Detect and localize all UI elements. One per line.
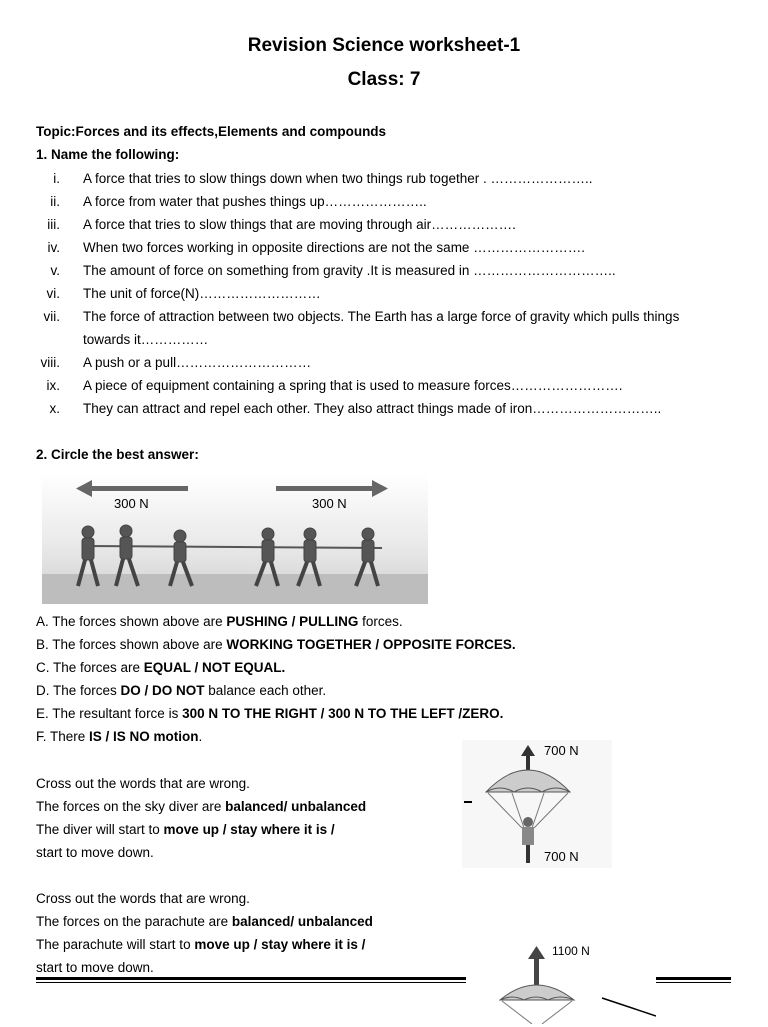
question-1-heading: 1. Name the following: (36, 147, 180, 162)
statement-c: C. The forces are EQUAL / NOT EQUAL. (36, 660, 286, 675)
list-item-continuation: towards it…………… (83, 332, 209, 347)
list-item: A piece of equipment containing a spring that is used to measure forces……………………. (83, 378, 623, 393)
statement-e: E. The resultant force is 300 N TO THE RIGHT / 300 N TO THE LEFT /ZERO. (36, 706, 504, 721)
item-number: i. (53, 171, 60, 186)
list-item: The amount of force on something from gravity .It is measured in ………………………….. (83, 263, 616, 278)
skydiver-image (462, 740, 612, 868)
list-item: The force of attraction between two objects. The Earth has a large force of gravity which pulls things (83, 309, 680, 324)
item-number: iii. (47, 217, 60, 232)
topic-line: Topic:Forces and its effects,Elements and compounds (36, 124, 387, 139)
question-2-heading: 2. Circle the best answer: (36, 447, 199, 462)
force-label-left: 300 N (114, 496, 149, 511)
bottom-rule-thin (36, 982, 466, 983)
list-item: A force that tries to slow things that are moving through air………………. (83, 217, 516, 232)
parachute-line-3: start to move down. (36, 960, 154, 975)
skydiver-line-3: start to move down. (36, 845, 154, 860)
list-item: When two forces working in opposite directions are not the same ……………………. (83, 240, 585, 255)
force-label-right: 300 N (312, 496, 347, 511)
list-item: A force that tries to slow things down when two things rub together . ………………….. (83, 171, 593, 186)
item-number: viii. (40, 355, 60, 370)
tug-of-war-image (42, 474, 428, 604)
item-number: vi. (46, 286, 60, 301)
item-number: x. (49, 401, 60, 416)
item-number: vii. (43, 309, 60, 324)
list-item: The unit of force(N)……………………… (83, 286, 321, 301)
skydiver-line-1: The forces on the sky diver are balanced/ unbalanced (36, 799, 367, 814)
item-number: v. (50, 263, 60, 278)
statement-f: F. There IS / IS NO motion. (36, 729, 203, 744)
class-label: Class: 7 (347, 69, 421, 90)
item-number: ii. (50, 194, 60, 209)
down-arrow-icon (526, 845, 530, 863)
statement-a: A. The forces shown above are PUSHING / PULLING forces. (36, 614, 403, 629)
statement-b: B. The forces shown above are WORKING TOGETHER / OPPOSITE FORCES. (36, 637, 516, 652)
list-item: A push or a pull………………………… (83, 355, 312, 370)
parachute-line-2: The parachute will start to move up / stay where it is / (36, 937, 366, 952)
bottom-rule-right (656, 977, 731, 980)
skydiver-force-up: 700 N (544, 743, 579, 758)
worksheet-title: Revision Science worksheet-1 (247, 35, 521, 56)
list-item: A force from water that pushes things up………………….. (83, 194, 427, 209)
parachute-instruction: Cross out the words that are wrong. (36, 891, 250, 906)
bottom-rule (36, 977, 466, 980)
skydiver-force-down: 700 N (544, 849, 579, 864)
skydiver-line-2: The diver will start to move up / stay where it is / (36, 822, 335, 837)
item-number: iv. (47, 240, 60, 255)
list-item: They can attract and repel each other. They also attract things made of iron……………………….. (83, 401, 662, 416)
bottom-rule-right-thin (656, 982, 731, 983)
parachute-line-1: The forces on the parachute are balanced/ unbalanced (36, 914, 373, 929)
item-number: ix. (46, 378, 60, 393)
skydiver-instruction: Cross out the words that are wrong. (36, 776, 250, 791)
statement-d: D. The forces DO / DO NOT balance each other. (36, 683, 327, 698)
parachute-force-up: 1100 N (552, 944, 590, 958)
